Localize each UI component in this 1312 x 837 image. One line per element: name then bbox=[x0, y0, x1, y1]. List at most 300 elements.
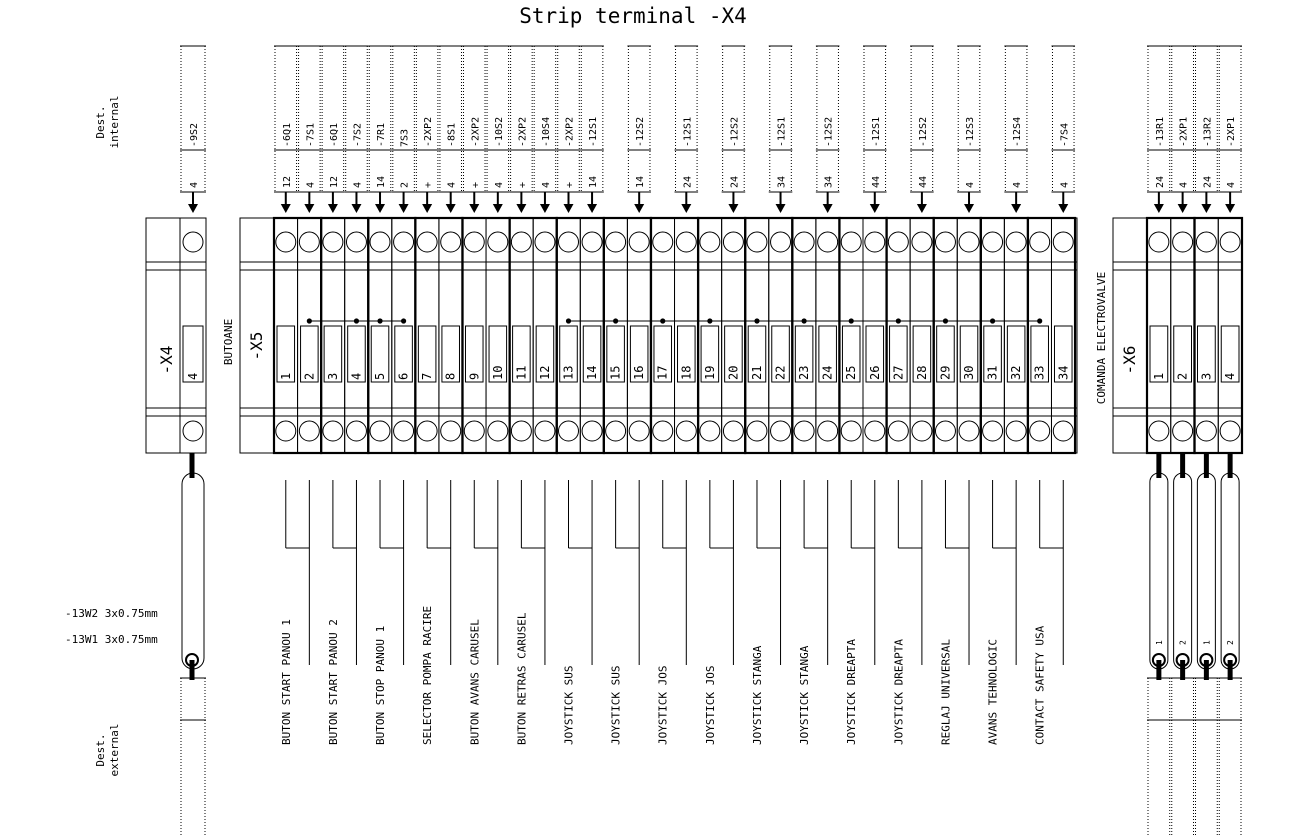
pin-label: 4 bbox=[305, 181, 317, 188]
dest-label: -6Q1 bbox=[281, 122, 293, 147]
function-label-2 bbox=[327, 480, 357, 745]
pin-label: 4 bbox=[446, 181, 458, 188]
core-number: 1 bbox=[1202, 640, 1212, 645]
x4-terminal-4 bbox=[180, 218, 206, 453]
x5-terminal-9 bbox=[462, 218, 486, 453]
page-title: Strip terminal -X4 bbox=[519, 4, 747, 28]
screw-top-icon bbox=[511, 232, 531, 252]
arrow-down-icon bbox=[304, 204, 314, 213]
x6-dest-1 bbox=[1147, 46, 1171, 213]
arrow-down-icon bbox=[328, 204, 338, 213]
screw-bottom-icon bbox=[464, 421, 484, 441]
screw-top-icon bbox=[370, 232, 390, 252]
screw-top-icon bbox=[841, 232, 861, 252]
arrow-down-icon bbox=[870, 204, 880, 213]
terminal-number: 4 bbox=[349, 372, 364, 380]
bridge-dot-icon bbox=[754, 318, 759, 323]
screw-bottom-icon bbox=[676, 421, 696, 441]
x5-terminal-30 bbox=[957, 218, 981, 453]
terminal-number: 8 bbox=[443, 372, 458, 380]
x5-dest-1 bbox=[274, 46, 298, 213]
x4-external-dest bbox=[180, 678, 206, 837]
x5-terminal-20 bbox=[722, 218, 746, 453]
cable-13w1 bbox=[182, 453, 204, 680]
screw-top-icon bbox=[276, 232, 296, 252]
arrow-down-icon bbox=[681, 204, 691, 213]
screw-top-icon bbox=[183, 232, 203, 252]
pin-label: 24 bbox=[729, 175, 741, 188]
pin-label: 4 bbox=[1226, 181, 1238, 188]
terminal-number: 12 bbox=[537, 365, 552, 380]
x5-name: -X5 bbox=[247, 331, 266, 361]
screw-top-icon bbox=[582, 232, 602, 252]
arrow-down-icon bbox=[634, 204, 644, 213]
screw-bottom-icon bbox=[700, 421, 720, 441]
x5-terminal-26 bbox=[863, 218, 887, 453]
dest-label: -2XP1 bbox=[1178, 116, 1190, 147]
arrow-down-icon bbox=[964, 204, 974, 213]
screw-top-icon bbox=[559, 232, 579, 252]
x5-terminal-1 bbox=[274, 218, 298, 453]
x6-terminals bbox=[1147, 46, 1242, 453]
terminal-number: 22 bbox=[773, 365, 788, 380]
dest-label: -7S2 bbox=[352, 122, 364, 147]
x6-dest-4 bbox=[1218, 46, 1242, 213]
x5-terminal-25 bbox=[839, 218, 863, 453]
x4-name: -X4 bbox=[157, 345, 176, 375]
screw-top-icon bbox=[653, 232, 673, 252]
function-label-13 bbox=[845, 480, 875, 745]
x5-dest-5 bbox=[368, 46, 392, 213]
dest-label: -12S1 bbox=[588, 116, 600, 147]
screw-bottom-icon bbox=[841, 421, 861, 441]
pin-label: 4 bbox=[493, 181, 505, 188]
bridge-dot-icon bbox=[613, 318, 618, 323]
x5-dest-32 bbox=[1004, 46, 1028, 213]
dest-label: 7S3 bbox=[399, 128, 411, 147]
x5-terminal-6 bbox=[392, 218, 416, 453]
pin-label: + bbox=[564, 181, 576, 188]
x5-dest-30 bbox=[957, 46, 981, 213]
screw-top-icon bbox=[535, 232, 555, 252]
screw-bottom-icon bbox=[183, 421, 203, 441]
dest-label: -9S2 bbox=[189, 122, 200, 147]
x5-terminal-11 bbox=[510, 218, 534, 453]
screw-bottom-icon bbox=[417, 421, 437, 441]
arrow-down-icon bbox=[1225, 204, 1235, 213]
bridge-dot-icon bbox=[707, 318, 712, 323]
terminal-number: 27 bbox=[891, 365, 906, 380]
dest-internal-label-1: Dest. bbox=[94, 105, 107, 139]
arrow-down-icon bbox=[776, 204, 786, 213]
function-name: BUTON START PANOU 2 bbox=[326, 619, 340, 745]
function-label-8 bbox=[610, 480, 640, 745]
terminal-number: 2 bbox=[1175, 372, 1190, 380]
arrow-down-icon bbox=[1154, 204, 1164, 213]
pin-label: 4 bbox=[352, 181, 364, 188]
function-name: REGLAJ UNIVERSAL bbox=[939, 639, 953, 745]
function-label-6 bbox=[515, 480, 545, 745]
screw-top-icon bbox=[935, 232, 955, 252]
x5-terminal-14 bbox=[580, 218, 604, 453]
screw-bottom-icon bbox=[1030, 421, 1050, 441]
x5-dest-6 bbox=[392, 46, 416, 213]
function-label-7 bbox=[563, 480, 593, 745]
arrow-down-icon bbox=[351, 204, 361, 213]
bridge-dot-icon bbox=[354, 318, 359, 323]
arrow-down-icon bbox=[188, 204, 198, 213]
core-number: 1 bbox=[1154, 640, 1164, 645]
screw-top-icon bbox=[346, 232, 366, 252]
bridge-dot-icon bbox=[307, 318, 312, 323]
dest-label: -2XP2 bbox=[564, 116, 576, 147]
screw-top-icon bbox=[464, 232, 484, 252]
x6-dest-3 bbox=[1195, 46, 1219, 213]
pin-label: 4 bbox=[965, 181, 977, 188]
x5-group-label: BUTOANE bbox=[222, 318, 235, 366]
screw-bottom-icon bbox=[535, 421, 555, 441]
function-name: JOYSTICK STANGA bbox=[798, 645, 812, 745]
x6-cables bbox=[1150, 453, 1239, 680]
terminal-number: 24 bbox=[820, 365, 835, 380]
function-label-3 bbox=[374, 480, 404, 745]
function-label-12 bbox=[798, 480, 828, 745]
x5-terminal-2 bbox=[298, 218, 322, 453]
screw-bottom-icon bbox=[888, 421, 908, 441]
screw-bottom-icon bbox=[1196, 421, 1216, 441]
screw-bottom-icon bbox=[1053, 421, 1073, 441]
pin-label: 4 bbox=[1059, 181, 1071, 188]
screw-bottom-icon bbox=[935, 421, 955, 441]
x5-terminal-33 bbox=[1028, 218, 1052, 453]
x5-terminal-4 bbox=[345, 218, 369, 453]
screw-bottom-icon bbox=[959, 421, 979, 441]
x5-terminal-17 bbox=[651, 218, 675, 453]
dest-label: -7S1 bbox=[305, 122, 317, 147]
x5-terminal-8 bbox=[439, 218, 463, 453]
function-name: JOYSTICK JOS bbox=[703, 665, 717, 745]
terminal-number: 23 bbox=[797, 365, 812, 380]
function-name: SELECTOR POMPA RACIRE bbox=[421, 605, 435, 745]
terminal-number: 31 bbox=[985, 365, 1000, 380]
x5-dest-16 bbox=[627, 46, 651, 213]
x5-dest-3 bbox=[321, 46, 345, 213]
screw-top-icon bbox=[441, 232, 461, 252]
terminal-number: 4 bbox=[1223, 372, 1238, 380]
terminal-number: 3 bbox=[1199, 372, 1214, 380]
pin-label: 24 bbox=[1202, 175, 1214, 188]
screw-bottom-icon bbox=[394, 421, 414, 441]
terminal-number: 14 bbox=[585, 365, 600, 380]
dest-label: -2XP2 bbox=[423, 116, 435, 147]
pin-label: 44 bbox=[870, 175, 882, 188]
pin-label: 14 bbox=[635, 175, 647, 188]
x5-terminal-18 bbox=[675, 218, 699, 453]
function-label-15 bbox=[939, 480, 969, 745]
x4-terminals bbox=[180, 46, 206, 453]
screw-bottom-icon bbox=[983, 421, 1003, 441]
dest-label: -12S1 bbox=[776, 116, 788, 147]
terminal-number: 11 bbox=[514, 365, 529, 380]
terminal-number: 6 bbox=[396, 372, 411, 380]
screw-top-icon bbox=[1196, 232, 1216, 252]
bridge-dot-icon bbox=[849, 318, 854, 323]
x5-dest-13 bbox=[557, 46, 581, 213]
arrow-down-icon bbox=[399, 204, 409, 213]
screw-bottom-icon bbox=[346, 421, 366, 441]
function-label-17 bbox=[1034, 480, 1064, 745]
bridge-dot-icon bbox=[566, 318, 571, 323]
pin-label: 34 bbox=[823, 175, 835, 188]
arrow-down-icon bbox=[446, 204, 456, 213]
pin-label: 12 bbox=[281, 175, 293, 188]
arrow-down-icon bbox=[1201, 204, 1211, 213]
arrow-down-icon bbox=[540, 204, 550, 213]
dest-external-label-1: Dest. bbox=[94, 733, 107, 767]
screw-bottom-icon bbox=[794, 421, 814, 441]
pin-label: 4 bbox=[1012, 181, 1024, 188]
x5-dest-9 bbox=[462, 46, 486, 213]
x6-terminal-2 bbox=[1171, 218, 1195, 453]
pin-label: 44 bbox=[917, 175, 929, 188]
dest-label: -7S4 bbox=[1059, 122, 1071, 147]
terminal-number: 13 bbox=[561, 365, 576, 380]
x6-dest-2 bbox=[1171, 46, 1195, 213]
terminal-number: 29 bbox=[938, 365, 953, 380]
x5-dest-4 bbox=[345, 46, 369, 213]
x5-terminal-3 bbox=[321, 218, 345, 453]
screw-top-icon bbox=[865, 232, 885, 252]
function-name: BUTON AVANS CARUSEL bbox=[468, 619, 482, 745]
bridge-dot-icon bbox=[802, 318, 807, 323]
dest-label: -12S2 bbox=[917, 116, 929, 147]
x5-terminal-34 bbox=[1051, 218, 1075, 453]
dest-label: -12S3 bbox=[965, 116, 977, 147]
pin-label: 14 bbox=[376, 175, 388, 188]
screw-top-icon bbox=[1053, 232, 1073, 252]
screw-top-icon bbox=[771, 232, 791, 252]
dest-internal-label-2: internal bbox=[108, 95, 121, 149]
function-name: JOYSTICK SUS bbox=[609, 665, 623, 745]
screw-top-icon bbox=[1173, 232, 1193, 252]
terminal-number: 32 bbox=[1009, 365, 1024, 380]
screw-top-icon bbox=[629, 232, 649, 252]
x5-dest-18 bbox=[675, 46, 699, 213]
x5-dest-10 bbox=[486, 46, 510, 213]
x5-dest-28 bbox=[910, 46, 934, 213]
dest-label: -10S2 bbox=[493, 116, 505, 147]
x5-terminal-21 bbox=[745, 218, 769, 453]
terminal-number: 30 bbox=[962, 365, 977, 380]
function-label-4 bbox=[421, 480, 451, 745]
function-name: BUTON START PANOU 1 bbox=[279, 619, 293, 745]
dest-external-label-2: external bbox=[108, 723, 121, 777]
function-name: JOYSTICK SUS bbox=[562, 665, 576, 745]
dest-label: -12S1 bbox=[682, 116, 694, 147]
x5-terminal-5 bbox=[368, 218, 392, 453]
arrow-down-icon bbox=[587, 204, 597, 213]
dest-label: -12S2 bbox=[823, 116, 835, 147]
terminal-number: 28 bbox=[914, 365, 929, 380]
x6-external-dest bbox=[1147, 678, 1242, 837]
function-label-9 bbox=[657, 480, 687, 745]
x5-dest-11 bbox=[510, 46, 534, 213]
screw-top-icon bbox=[818, 232, 838, 252]
screw-bottom-icon bbox=[865, 421, 885, 441]
screw-bottom-icon bbox=[488, 421, 508, 441]
screw-top-icon bbox=[912, 232, 932, 252]
bridge-dot-icon bbox=[896, 318, 901, 323]
dest-label: -12S1 bbox=[870, 116, 882, 147]
screw-top-icon bbox=[983, 232, 1003, 252]
pin-label: + bbox=[517, 181, 529, 188]
screw-bottom-icon bbox=[818, 421, 838, 441]
x5-terminal-19 bbox=[698, 218, 722, 453]
terminal-number: 4 bbox=[186, 372, 200, 380]
screw-top-icon bbox=[888, 232, 908, 252]
dest-label: -2XP2 bbox=[517, 116, 529, 147]
x5-dest-12 bbox=[533, 46, 557, 213]
screw-bottom-icon bbox=[323, 421, 343, 441]
terminal-number: 33 bbox=[1032, 365, 1047, 380]
terminal-number: 9 bbox=[467, 372, 482, 380]
arrow-down-icon bbox=[516, 204, 526, 213]
screw-top-icon bbox=[417, 232, 437, 252]
x6-core-3 bbox=[1197, 453, 1215, 680]
pin-label: + bbox=[470, 181, 482, 188]
pin-label: + bbox=[423, 181, 435, 188]
screw-bottom-icon bbox=[441, 421, 461, 441]
function-label-1 bbox=[280, 480, 310, 745]
terminal-number: 18 bbox=[679, 365, 694, 380]
screw-top-icon bbox=[1006, 232, 1026, 252]
bridge-dot-icon bbox=[401, 318, 406, 323]
bridge-dot-icon bbox=[943, 318, 948, 323]
screw-bottom-icon bbox=[771, 421, 791, 441]
screw-bottom-icon bbox=[747, 421, 767, 441]
arrow-down-icon bbox=[1011, 204, 1021, 213]
x6-group-label: COMANDA ELECTROVALVE bbox=[1095, 271, 1108, 405]
terminal-number: 34 bbox=[1056, 365, 1071, 380]
screw-top-icon bbox=[959, 232, 979, 252]
x4-dest-4 bbox=[180, 46, 206, 213]
screw-bottom-icon bbox=[606, 421, 626, 441]
dest-label: -13R1 bbox=[1154, 116, 1166, 147]
x6-core-1 bbox=[1150, 453, 1168, 680]
screw-bottom-icon bbox=[299, 421, 319, 441]
x5-terminal-15 bbox=[604, 218, 628, 453]
x6-terminal-3 bbox=[1195, 218, 1219, 453]
terminal-number: 20 bbox=[726, 365, 741, 380]
pin-label: 2 bbox=[399, 181, 411, 188]
x5-terminal-24 bbox=[816, 218, 840, 453]
arrow-down-icon bbox=[422, 204, 432, 213]
terminal-number: 2 bbox=[302, 372, 317, 380]
pin-label: 4 bbox=[540, 181, 552, 188]
x5-dest-20 bbox=[722, 46, 746, 213]
dest-label: -12S2 bbox=[729, 116, 741, 147]
function-name: JOYSTICK DREAPTA bbox=[892, 639, 906, 745]
x5-dest-2 bbox=[298, 46, 322, 213]
arrow-down-icon bbox=[728, 204, 738, 213]
x5-terminal-16 bbox=[627, 218, 651, 453]
screw-bottom-icon bbox=[370, 421, 390, 441]
x5-dest-24 bbox=[816, 46, 840, 213]
arrow-down-icon bbox=[917, 204, 927, 213]
x5-terminal-12 bbox=[533, 218, 557, 453]
screw-top-icon bbox=[488, 232, 508, 252]
screw-top-icon bbox=[606, 232, 626, 252]
cable-label-13w2: -13W2 3x0.75mm bbox=[65, 607, 158, 620]
x6-core-2 bbox=[1174, 453, 1192, 680]
x5-terminal-27 bbox=[887, 218, 911, 453]
function-label-10 bbox=[704, 480, 734, 745]
bridge-dot-icon bbox=[1037, 318, 1042, 323]
terminal-number: 26 bbox=[867, 365, 882, 380]
function-label-14 bbox=[892, 480, 922, 745]
function-name: BUTON RETRAS CARUSEL bbox=[515, 612, 529, 745]
pin-label: 14 bbox=[588, 175, 600, 188]
function-label-5 bbox=[468, 480, 498, 745]
x5-terminal-10 bbox=[486, 218, 510, 453]
function-name: AVANS TEHNOLOGIC bbox=[986, 639, 1000, 745]
x5-terminal-29 bbox=[934, 218, 958, 453]
pin-label: 34 bbox=[776, 175, 788, 188]
terminal-number: 1 bbox=[278, 372, 293, 380]
x5-terminal-22 bbox=[769, 218, 793, 453]
screw-top-icon bbox=[1220, 232, 1240, 252]
terminal-number: 16 bbox=[632, 365, 647, 380]
screw-bottom-icon bbox=[276, 421, 296, 441]
screw-top-icon bbox=[700, 232, 720, 252]
x5-dest-8 bbox=[439, 46, 463, 213]
screw-bottom-icon bbox=[653, 421, 673, 441]
pin-label: 4 bbox=[189, 181, 200, 188]
dest-label: -2XP1 bbox=[1226, 116, 1238, 147]
x5-dest-34 bbox=[1051, 46, 1075, 213]
dest-label: -10S4 bbox=[540, 116, 552, 147]
cable-label-13w1: -13W1 3x0.75mm bbox=[65, 633, 158, 646]
terminal-number: 1 bbox=[1151, 372, 1166, 380]
screw-top-icon bbox=[723, 232, 743, 252]
screw-bottom-icon bbox=[1220, 421, 1240, 441]
screw-top-icon bbox=[323, 232, 343, 252]
x5-terminal-28 bbox=[910, 218, 934, 453]
dest-label: -12S2 bbox=[635, 116, 647, 147]
function-name: JOYSTICK DREAPTA bbox=[845, 639, 859, 745]
dest-label: -6Q1 bbox=[328, 122, 340, 147]
x5-function-labels bbox=[280, 480, 1063, 745]
pin-label: 12 bbox=[328, 175, 340, 188]
pin-label: 24 bbox=[1154, 175, 1166, 188]
function-name: JOYSTICK JOS bbox=[656, 665, 670, 745]
pin-label: 24 bbox=[682, 175, 694, 188]
x5-terminal-32 bbox=[1004, 218, 1028, 453]
terminal-number: 7 bbox=[420, 372, 435, 380]
screw-top-icon bbox=[299, 232, 319, 252]
terminal-number: 19 bbox=[702, 365, 717, 380]
arrow-down-icon bbox=[564, 204, 574, 213]
function-name: BUTON STOP PANOU 1 bbox=[374, 625, 388, 745]
arrow-down-icon bbox=[493, 204, 503, 213]
terminal-number: 21 bbox=[749, 365, 764, 380]
x5-terminal-31 bbox=[981, 218, 1005, 453]
core-number: 2 bbox=[1226, 640, 1236, 645]
screw-bottom-icon bbox=[511, 421, 531, 441]
screw-bottom-icon bbox=[723, 421, 743, 441]
terminal-number: 5 bbox=[373, 372, 388, 380]
arrow-down-icon bbox=[823, 204, 833, 213]
